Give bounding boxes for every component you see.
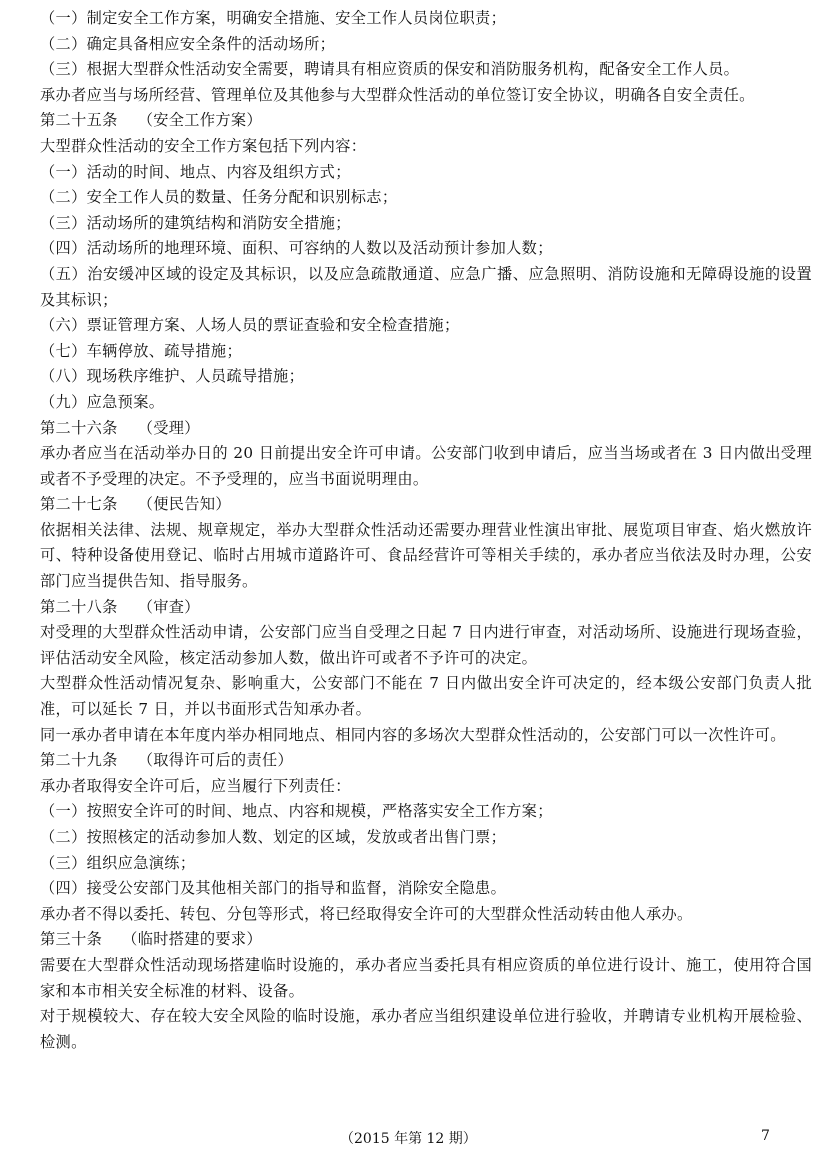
issue-label: （2015 年第 12 期）	[340, 1131, 477, 1147]
page-number: 7	[761, 1128, 770, 1144]
paragraph: （八）现场秩序维护、人员疏导措施；	[40, 367, 305, 386]
article-title: （安全工作方案）	[137, 111, 262, 130]
paragraph: 承办者应当与场所经营、管理单位及其他参与大型群众性活动的单位签订安全协议，明确各自安全责任。	[40, 85, 755, 104]
paragraph: （三）活动场所的建筑结构和消防安全措施；	[40, 213, 351, 232]
paragraph: 对受理的大型群众性活动申请，公安部门应当自受理之日起 7 日内进行审查，对活动场所、设施进行现场查验，评估活动安全风险，核定活动参加人数，做出许可或者不予许可的决定。	[40, 623, 812, 667]
paragraph: （一）活动的时间、地点、内容及组织方式；	[40, 162, 351, 181]
paragraph: 承办者不得以委托、转包、分包等形式，将已经取得安全许可的大型群众性活动转由他人承办。	[40, 904, 693, 923]
paragraph: （一）按照安全许可的时间、地点、内容和规模，严格落实安全工作方案；	[40, 802, 553, 821]
paragraph: （四）接受公安部门及其他相关部门的指导和监督，消除安全隐患。	[40, 879, 507, 898]
paragraph: （一）制定安全工作方案，明确安全措施、安全工作人员岗位职责；	[40, 9, 507, 27]
paragraph: （二）安全工作人员的数量、任务分配和识别标志；	[40, 188, 398, 207]
article-number: 第二十九条	[40, 751, 118, 770]
article-heading	[40, 927, 812, 953]
paragraph: （二）按照核定的活动参加人数、划定的区域，发放或者出售门票；	[40, 828, 507, 846]
paragraph: （六）票证管理方案、人场人员的票证查验和安全检查措施；	[40, 316, 460, 335]
paragraph: （四）活动场所的地理环境、面积、可容纳的人数以及活动预计参加人数；	[40, 239, 553, 258]
article-number: 第二十七条	[40, 495, 118, 514]
paragraph: （三）组织应急演练；	[40, 853, 196, 872]
document-body	[40, 6, 812, 1055]
paragraph: 承办者应当在活动举办日的 20 日前提出安全许可申请。公安部门收到申请后，应当当场或者在 3 日内做出受理或者不予受理的决定。不予受理的，应当书面说明理由。	[40, 444, 812, 488]
article-number: 第二十六条	[40, 418, 118, 437]
paragraph: （九）应急预案。	[40, 392, 165, 411]
article-number: 第三十条	[40, 930, 103, 949]
paragraph: （五）治安缓冲区域的设定及其标识，以及应急疏散通道、应急广播、应急照明、消防设施和无障碍设施的设置及其标识；	[40, 264, 812, 309]
article-heading	[40, 492, 812, 518]
paragraph: 对于规模较大、存在较大安全风险的临时设施，承办者应当组织建设单位进行验收，并聘请专业机构开展检验、检测。	[40, 1007, 812, 1051]
paragraph: 承办者取得安全许可后，应当履行下列责任：	[40, 776, 351, 795]
article-title: （受理）	[137, 418, 200, 437]
article-number: 第二十五条	[40, 111, 118, 130]
article-title: （取得许可后的责任）	[137, 751, 294, 770]
paragraph: 依据相关法律、法规、规章规定，举办大型群众性活动还需要办理营业性演出审批、展览项目审查、焰火燃放许可、特种设备使用登记、临时占用城市道路许可、食品经营许可等相关手续的，承办者应当依法及时办理，公安部门应当提供告知、指导服务。	[40, 520, 812, 591]
article-title: （便民告知）	[137, 495, 231, 514]
article-title: （审查）	[137, 597, 200, 616]
article-heading	[40, 416, 812, 442]
paragraph: （七）车辆停放、疏导措施；	[40, 341, 242, 360]
article-heading	[40, 108, 812, 134]
paragraph: 需要在大型群众性活动现场搭建临时设施的，承办者应当委托具有相应资质的单位进行设计、施工，使用符合国家和本市相关安全标准的材料、设备。	[40, 955, 812, 1000]
article-heading	[40, 595, 812, 621]
paragraph: （三）根据大型群众性活动安全需要，聘请具有相应资质的保安和消防服务机构，配备安全工作人员。	[40, 60, 740, 79]
paragraph: 大型群众性活动的安全工作方案包括下列内容：	[40, 136, 367, 155]
paragraph: 大型群众性活动情况复杂、影响重大，公安部门不能在 7 日内做出安全许可决定的，经本级公安部门负责人批准，可以延长 7 日，并以书面形式告知承办者。	[40, 674, 812, 719]
paragraph: （二）确定具备相应安全条件的活动场所；	[40, 34, 336, 53]
article-number: 第二十八条	[40, 597, 118, 616]
article-heading	[40, 748, 812, 774]
article-title: （临时搭建的要求）	[122, 930, 262, 949]
paragraph: 同一承办者申请在本年度内举办相同地点、相同内容的多场次大型群众性活动的，公安部门可以一次性许可。	[40, 725, 786, 744]
